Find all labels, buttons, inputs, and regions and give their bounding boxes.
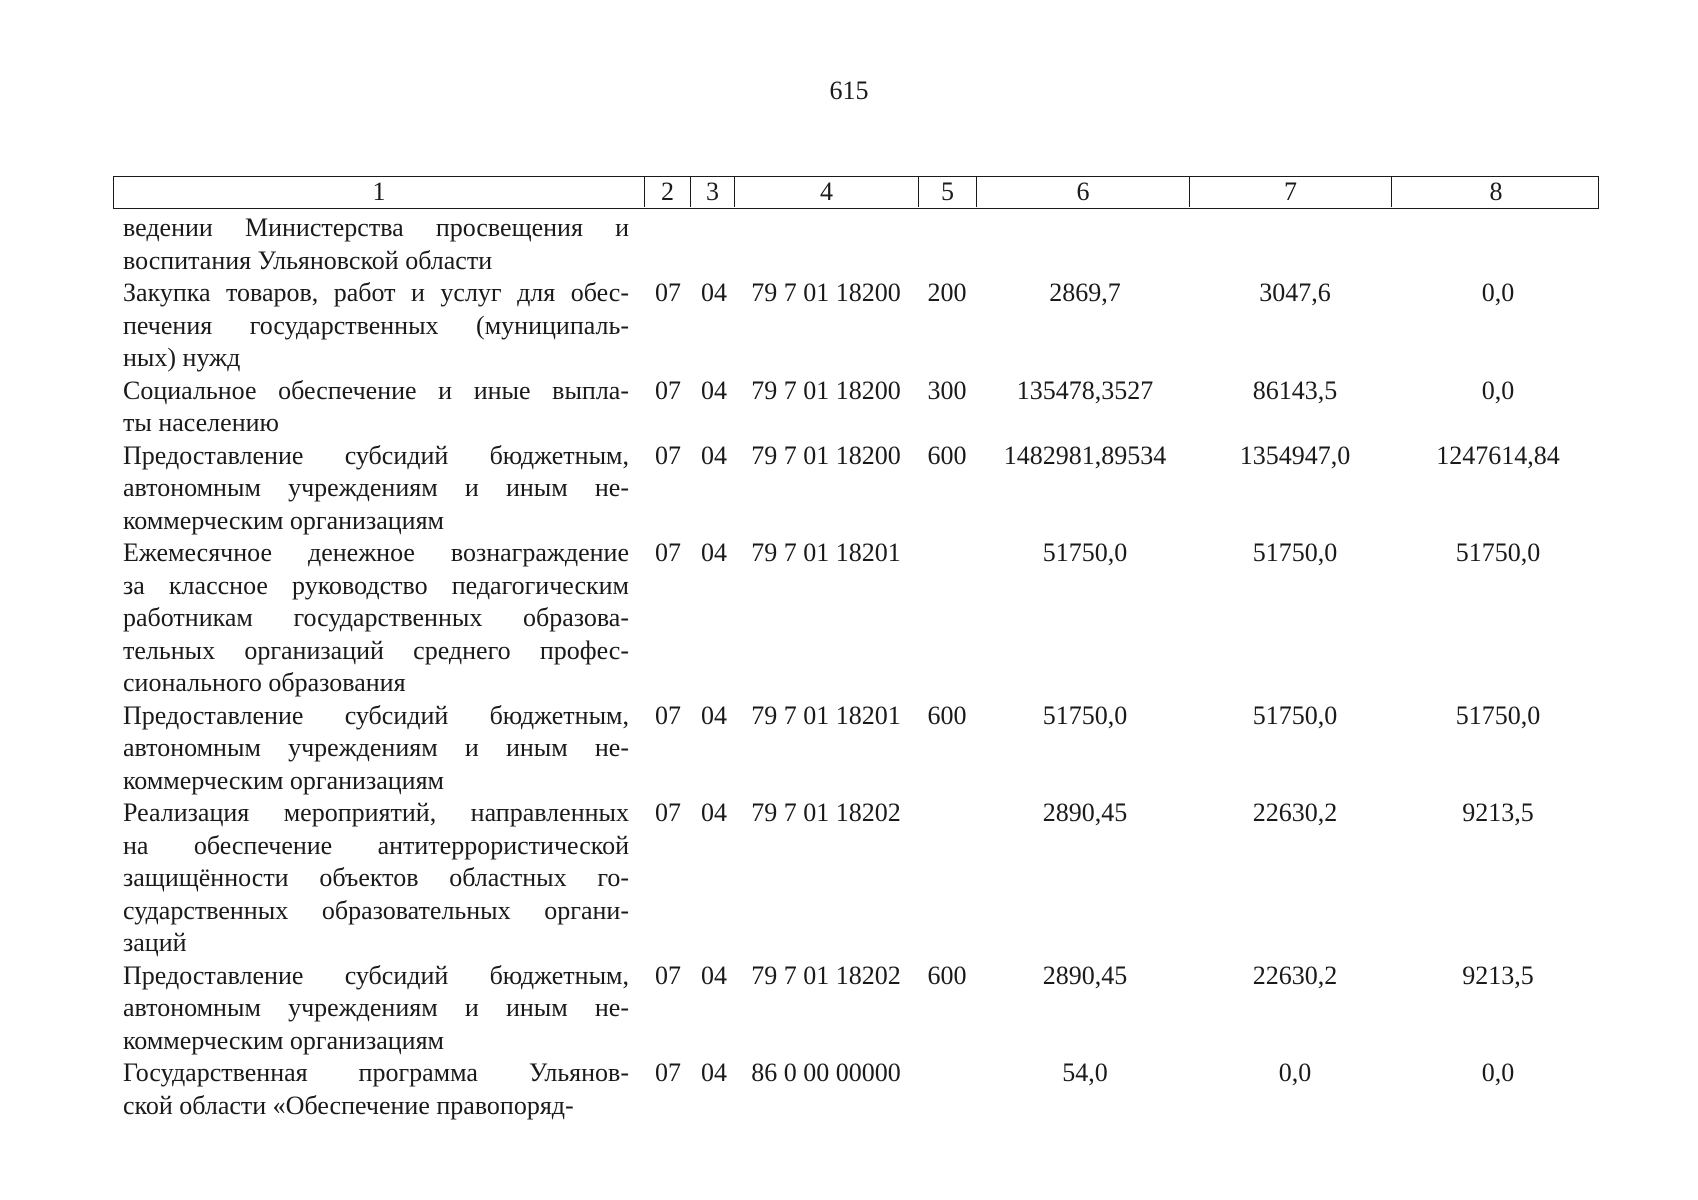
amount-year-2: 0,0 [1278,1058,1312,1087]
table-row [0,700,1698,798]
amount-year-1: 1482981,89534 [1003,440,1167,470]
description-line: коммерческим организациям [123,505,445,535]
target-article-code: 79 7 01 18200 [751,375,901,405]
amount-year-3: 0,0 [1481,375,1515,405]
row-description [123,537,629,700]
amount-year-2: 51750,0 [1252,538,1338,567]
description-line: воспитания Ульяновской области [123,245,493,275]
row-description [123,1057,629,1122]
header-col-6: 6 [976,177,1189,207]
target-article-code: 79 7 01 18200 [751,440,901,470]
section-code: 07 [655,798,681,827]
description-line: ты населению [123,408,279,437]
header-col-1: 1 [372,177,386,206]
expense-type-code: 600 [927,960,967,990]
amount-year-3: 0,0 [1481,1058,1515,1087]
subsection-code: 04 [701,440,727,470]
expense-type-code: 600 [927,700,967,730]
subsection-code: 04 [701,960,727,990]
table-row [0,212,1698,277]
description-line: автономным учреждениям и иным не- [123,733,629,762]
description-line: заций [123,928,187,957]
description-line: автономным учреждениям и иным не- [123,473,629,502]
amount-year-2: 22630,2 [1252,798,1338,827]
description-line: Предоставление субсидий бюджетным, [123,440,629,470]
row-description [123,797,629,960]
description-line: Государственная программа Ульянов- [123,1058,629,1087]
subsection-code: 04 [701,538,727,567]
amount-year-2: 22630,2 [1252,960,1338,990]
table-row [0,537,1698,700]
subsection-code: 04 [701,278,727,307]
amount-year-1: 135478,3527 [1016,375,1154,405]
description-line: печения государственных (муниципаль- [123,310,629,340]
section-code: 07 [655,1058,681,1087]
subsection-code: 04 [701,798,727,827]
row-description [123,440,629,538]
table-row [0,277,1698,375]
description-line: Ежемесячное денежное вознаграждение [123,538,629,567]
description-line: тельных организаций среднего профес- [123,635,629,665]
target-article-code: 86 0 00 00000 [751,1058,901,1087]
description-line: защищённости объектов областных го- [123,863,629,892]
header-col-5: 5 [918,177,976,207]
section-code: 07 [655,700,681,730]
section-code: 07 [655,538,681,567]
row-description [123,277,629,375]
row-description [123,700,629,798]
section-code: 07 [655,375,681,405]
row-description [123,375,629,440]
header-col-8: 8 [1391,177,1600,207]
amount-year-1: 51750,0 [1042,700,1128,730]
table-row [0,440,1698,538]
expense-type-code: 300 [927,375,967,405]
table-row [0,375,1698,440]
description-line: на обеспечение антитеррористической [123,830,629,860]
section-code: 07 [655,960,681,990]
amount-year-3: 1247614,84 [1436,440,1560,470]
amount-year-3: 51750,0 [1455,538,1541,567]
description-line: за классное руководство педагогическим [123,570,629,600]
description-line: Предоставление субсидий бюджетным, [123,960,629,990]
row-description [123,960,629,1058]
description-line: сионального образования [123,668,406,697]
subsection-code: 04 [701,700,727,730]
description-line: коммерческим организациям [123,765,445,795]
section-code: 07 [655,278,681,307]
amount-year-1: 2890,45 [1042,960,1128,990]
description-line: сударственных образовательных органи- [123,895,629,925]
description-line: коммерческим организациям [123,1025,445,1055]
amount-year-1: 2890,45 [1042,798,1128,827]
target-article-code: 79 7 01 18202 [751,960,901,990]
description-line: ведении Министерства просвещения и [123,213,629,242]
page-number: 615 [829,76,869,105]
amount-year-3: 0,0 [1481,278,1515,307]
header-col-4: 4 [734,177,918,207]
subsection-code: 04 [701,1058,727,1087]
description-line: Реализация мероприятий, направленных [123,798,629,827]
description-line: автономным учреждениям и иным не- [123,993,629,1022]
amount-year-1: 2869,7 [1049,278,1121,307]
amount-year-2: 86143,5 [1252,375,1338,405]
row-description [123,212,629,277]
amount-year-3: 9213,5 [1462,798,1534,827]
table-row [0,960,1698,1058]
amount-year-2: 3047,6 [1259,278,1331,307]
target-article-code: 79 7 01 18202 [751,798,901,827]
header-col-3: 3 [690,177,734,207]
table-body [0,212,1698,1122]
target-article-code: 79 7 01 18200 [751,278,901,307]
target-article-code: 79 7 01 18201 [751,700,901,730]
table-row [0,1057,1698,1122]
description-line: Социальное обеспечение и иные выпла- [123,375,629,405]
amount-year-1: 51750,0 [1042,538,1128,567]
description-line: ных) нужд [123,343,241,372]
amount-year-3: 9213,5 [1462,960,1534,990]
table-row [0,797,1698,960]
subsection-code: 04 [701,375,727,405]
description-line: ской области «Обеспечение правопоряд- [123,1090,574,1120]
header-col-7: 7 [1189,177,1391,207]
amount-year-1: 54,0 [1062,1058,1108,1087]
description-line: работникам государственных образова- [123,603,629,632]
header-col-2: 2 [644,177,690,207]
section-code: 07 [655,440,681,470]
description-line: Закупка товаров, работ и услуг для обес- [123,278,629,307]
amount-year-2: 1354947,0 [1239,440,1351,470]
amount-year-2: 51750,0 [1252,700,1338,730]
description-line: Предоставление субсидий бюджетным, [123,700,629,730]
table-header [113,176,1599,209]
amount-year-3: 51750,0 [1455,700,1541,730]
expense-type-code: 200 [927,278,967,307]
expense-type-code: 600 [927,440,967,470]
target-article-code: 79 7 01 18201 [751,538,901,567]
